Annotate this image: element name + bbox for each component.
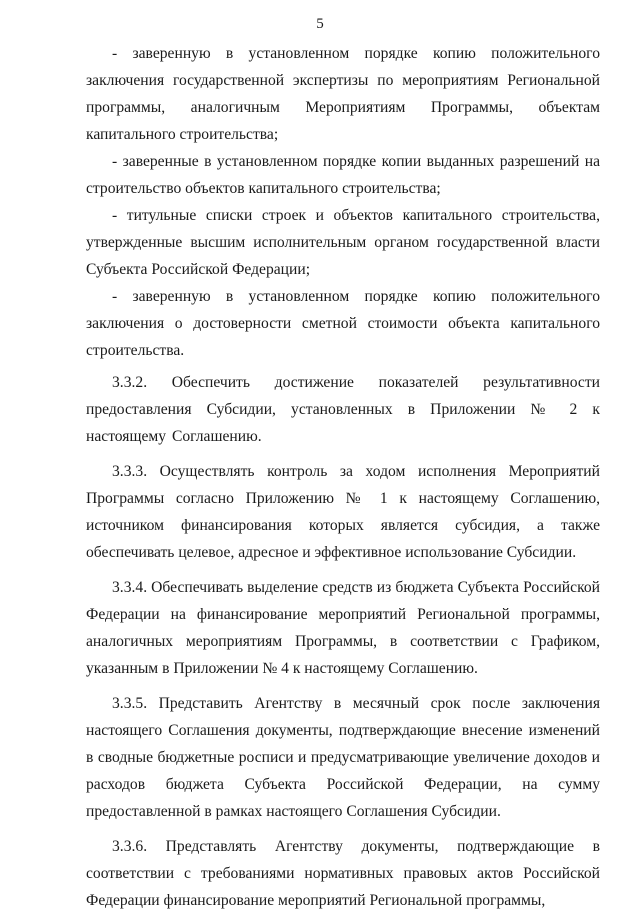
paragraph-3-3-2: 3.3.2. Обеспечить достижение показателей результативности предоставления Субсидии, установленных в Приложении № 2 к настоящему Соглашению. [86,374,600,445]
paragraph-title-lists: - титульные списки строек и объектов капитального строительства, утвержденные высшим исполнительным органом государственной власти Субъекта Российской Федерации; [86,207,600,278]
paragraph-3-3-6: 3.3.6. Представлять Агентству документы, подтверждающие в соответствии с требованиями нормативных правовых актов Российской Федерации финансирование мероприятий Региональной программы, [86,838,600,909]
paragraph-3-3-4: 3.3.4. Обеспечивать выделение средств из бюджета Субъекта Российской Федерации на финансирование мероприятий Региональной программы, аналогичных мероприятиям Программы, в соответствии с Графиком, указанным в Приложении № 4 к настоящему Соглашению. [86,579,600,677]
paragraph-estimate-reliability: - заверенную в установленном порядке копию положительного заключения о достоверности сметной стоимости объекта капитального строительства. [86,288,600,359]
paragraph-3-3-3: 3.3.3. Осуществлять контроль за ходом исполнения Мероприятий Программы согласно Приложению № 1 к настоящему Соглашению, источником финансирования которых является субсидия, а также обеспечивать целевое, адресное и эффективное использование Субсидии. [86,463,600,561]
document-body [86,40,600,914]
paragraph-3-3-5: 3.3.5. Представить Агентству в месячный срок после заключения настоящего Соглашения документы, подтверждающие внесение изменений в сводные бюджетные росписи и предусматривающие увеличение доходов и расходов бюджета Субъекта Российской Федерации, на сумму предоставленной в рамках настоящего Соглашения Субсидии. [86,695,600,820]
paragraph-expertise-copy: - заверенную в установленном порядке копию положительного заключения государственной экспертизы по мероприятиям Региональной программы, аналогичным Мероприятиям Программы, объектам капитального строительства; [86,45,600,143]
paragraph-permits-copy: - заверенные в установленном порядке копии выданных разрешений на строительство объектов капитального строительства; [86,153,600,197]
page-number: 5 [316,16,324,32]
